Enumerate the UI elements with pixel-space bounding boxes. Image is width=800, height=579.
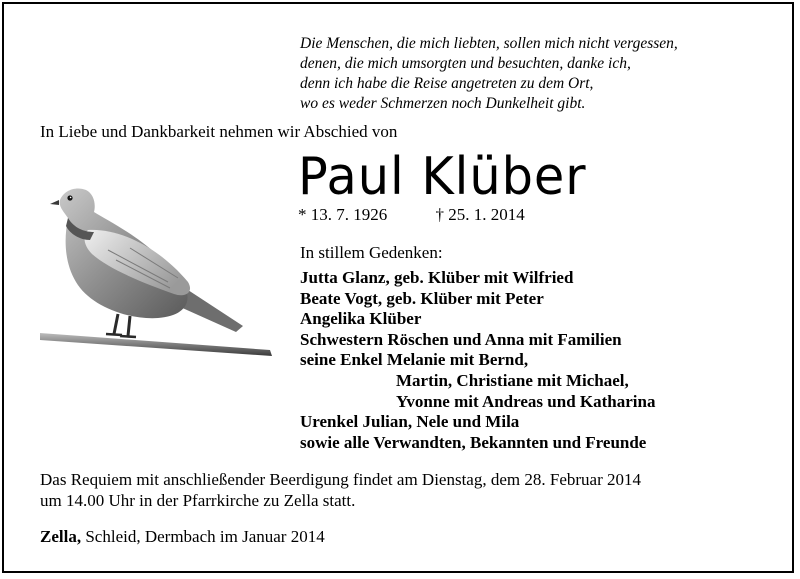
place-date <box>40 527 325 547</box>
mourner-line: Schwestern Röschen und Anna mit Familien <box>300 329 622 349</box>
service-info <box>40 470 641 511</box>
life-dates <box>298 205 525 225</box>
service-line: Das Requiem mit anschließender Beerdigung findet am Dienstag, dem 28. Februar 2014 <box>40 470 641 489</box>
mourner-line: Yvonne mit Andreas und Katharina <box>396 391 656 411</box>
birth-date: * 13. 7. 1926 <box>298 205 388 224</box>
mourner-line: sowie alle Verwandten, Bekannten und Freunde <box>300 432 647 452</box>
mourner-line: Angelika Klüber <box>300 309 422 329</box>
intro-text: In Liebe und Dankbarkeit nehmen wir Abschied von <box>40 122 398 141</box>
poem-line: denn ich habe die Reise angetreten zu dem Ort, <box>300 75 594 92</box>
mourner-line: seine Enkel Melanie mit Bernd, <box>300 350 529 370</box>
mourner-line: Jutta Glanz, geb. Klüber mit Wilfried <box>300 268 574 287</box>
mourners-list <box>300 268 655 453</box>
dove-image <box>38 178 278 356</box>
mourner-line: Martin, Christiane mit Michael, <box>396 370 629 390</box>
poem-line: wo es weder Schmerzen noch Dunkelheit gibt. <box>300 95 586 112</box>
mourner-line: Urenkel Julian, Nele und Mila <box>300 412 520 432</box>
poem-line: denen, die mich umsorgten und besuchten, danke ich, <box>300 55 631 72</box>
place-town: Zella, <box>40 527 82 546</box>
deceased-name: Paul Klüber <box>298 147 587 207</box>
mourner-line: Beate Vogt, geb. Klüber mit Peter <box>300 288 544 308</box>
poem-line: Die Menschen, die mich liebten, sollen mich nicht vergessen, <box>300 35 678 52</box>
death-date: † 25. 1. 2014 <box>435 205 525 224</box>
place-rest: Schleid, Dermbach im Januar 2014 <box>81 527 325 546</box>
service-line: um 14.00 Uhr in der Pfarrkirche zu Zella statt. <box>40 490 356 510</box>
poem <box>300 34 678 114</box>
memory-heading: In stillem Gedenken: <box>300 243 443 262</box>
